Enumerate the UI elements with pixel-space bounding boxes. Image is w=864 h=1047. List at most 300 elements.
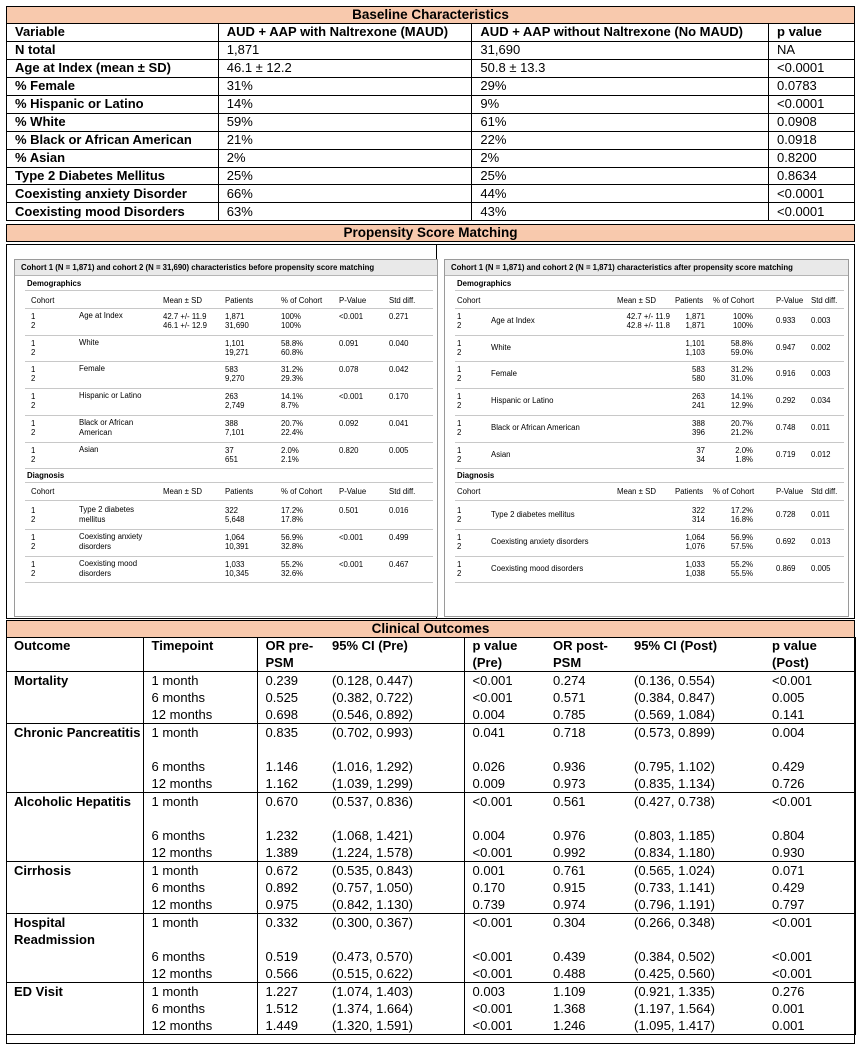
clinical-value-cell: (0.382, 0.722) xyxy=(324,689,464,706)
pvalue-cell: 0.091 xyxy=(339,338,359,348)
stddiff-cell: 0.041 xyxy=(389,418,409,428)
clinical-value-cell: 0.718 xyxy=(553,725,586,740)
patients-1: 1,871 xyxy=(225,312,245,321)
clinical-value-cell: 12 months xyxy=(143,1017,257,1035)
pct-1: 31.2% xyxy=(281,365,304,375)
pct-2: 32.8% xyxy=(281,541,304,551)
clinical-value-cell: (1.095, 1.417) xyxy=(626,1017,764,1035)
clinical-row xyxy=(6,724,855,759)
clinical-value-cell: (1.224, 1.578) xyxy=(324,844,464,862)
clinical-value-cell: 0.170 xyxy=(472,880,506,895)
patients-1: 1,033 xyxy=(225,559,245,569)
clinical-value-cell: 0.003 xyxy=(472,984,506,999)
clinical-value-cell: 0.041 xyxy=(472,725,506,740)
pct-1: 20.7% xyxy=(281,418,304,428)
outcome-name-cell xyxy=(6,844,143,862)
pvalue-cell: 0.820 xyxy=(339,445,359,455)
baseline-value-cell: 31,690 xyxy=(472,41,769,59)
baseline-value-cell: 9% xyxy=(472,95,769,113)
patients-1: 583 xyxy=(691,365,705,375)
patients-2: 241 xyxy=(691,401,705,411)
clinical-value-cell: 0.525 xyxy=(265,690,299,705)
col-header-cohort: Cohort xyxy=(31,296,55,305)
clinical-row xyxy=(6,706,855,724)
cohort-2-cell: 2 xyxy=(31,568,36,578)
stddiff-cell: 0.012 xyxy=(811,449,831,459)
panel-row-divider xyxy=(455,556,844,557)
clinical-value-cell: 1 month xyxy=(143,983,257,1001)
pvalue-cell: 0.947 xyxy=(776,342,796,352)
baseline-variable-cell: Variable xyxy=(7,24,219,42)
baseline-variable-cell: % Asian xyxy=(7,149,219,167)
clinical-value-cell: (0.835, 1.134) xyxy=(626,775,764,793)
stddiff-cell: 0.271 xyxy=(389,312,409,321)
pct-1: 100% xyxy=(281,312,301,321)
stddiff-cell: 0.034 xyxy=(811,396,831,406)
cohort-2-cell: 2 xyxy=(457,541,462,551)
panel-row-divider xyxy=(25,468,433,469)
clinical-value-cell: 0.797 xyxy=(764,896,855,914)
outcome-name-cell: Hospital Readmission xyxy=(6,914,143,966)
clinical-value-cell: 1.389 xyxy=(257,844,324,862)
baseline-value-cell: 0.8634 xyxy=(769,167,855,185)
pct-2: 100% xyxy=(281,321,301,330)
clinical-row xyxy=(6,914,855,949)
cohort-1-cell: 1 xyxy=(31,445,36,455)
clinical-value-cell: <0.001 xyxy=(472,915,513,930)
mean-sd-1: 42.7 +/- 11.9 xyxy=(163,312,207,321)
cohort-1-cell: 1 xyxy=(457,338,462,348)
clinical-value-cell: 0.304 xyxy=(553,915,586,930)
characteristic-name: Type 2 diabetes mellitus xyxy=(491,510,575,520)
clinical-row xyxy=(6,793,855,828)
clinical-value-cell: 12 months xyxy=(143,775,257,793)
demographics-label: Demographics xyxy=(457,279,512,288)
clinical-value-cell: 0.571 xyxy=(553,690,586,705)
patients-2: 31,690 xyxy=(225,321,249,330)
cohort-1-cell: 1 xyxy=(31,338,36,348)
cohort-1-cell: 1 xyxy=(31,559,36,569)
baseline-value-cell: 66% xyxy=(218,185,472,203)
stddiff-cell: 0.011 xyxy=(811,510,830,520)
clinical-value-cell: 0.936 xyxy=(553,759,586,774)
col-header-stddiff: Std diff. xyxy=(389,296,416,305)
pvalue-cell: 0.719 xyxy=(776,449,796,459)
clinical-value-cell: 6 months xyxy=(143,948,257,965)
cohort-2-cell: 2 xyxy=(457,515,462,525)
clinical-value-cell: (0.425, 0.560) xyxy=(626,965,764,983)
stddiff-cell: 0.170 xyxy=(389,392,409,402)
clinical-value-cell: 12 months xyxy=(143,896,257,914)
baseline-value-cell: 0.0918 xyxy=(769,131,855,149)
mean-sd-1: 42.7 +/- 11.9 xyxy=(626,312,670,321)
clinical-value-cell: (0.757, 1.050) xyxy=(324,879,464,896)
patients-1: 1,064 xyxy=(225,532,245,542)
patients-2: 1,871 xyxy=(685,321,705,330)
pvalue-cell: 0.728 xyxy=(776,510,796,520)
cohort-1-cell: 1 xyxy=(31,418,36,428)
panel-row-divider xyxy=(455,500,844,501)
baseline-value-cell: 25% xyxy=(218,167,472,185)
baseline-value-cell: 50.8 ± 13.3 xyxy=(472,59,769,77)
clinical-value-cell: 0.141 xyxy=(764,706,855,724)
clinical-row xyxy=(6,862,855,880)
patients-1: 37 xyxy=(696,445,705,455)
col-header-pvalue: P-Value xyxy=(339,296,367,305)
patients-2: 10,391 xyxy=(225,541,249,551)
outcome-name-cell: Alcoholic Hepatitis xyxy=(6,793,143,845)
baseline-value-cell: 1,871 xyxy=(218,41,472,59)
clinical-value-cell: <0.001 xyxy=(472,673,513,688)
cohort-1-cell: 1 xyxy=(457,445,462,455)
cohort-2-cell: 2 xyxy=(31,541,36,551)
cohort-1-cell: 1 xyxy=(457,506,462,516)
stddiff-cell: 0.467 xyxy=(389,559,409,569)
clinical-value-cell: (0.702, 0.993) xyxy=(324,724,464,759)
baseline-value-cell: 14% xyxy=(218,95,472,113)
panel-row-divider xyxy=(25,482,433,483)
baseline-value-cell: 25% xyxy=(472,167,769,185)
clinical-value-cell: 0.561 xyxy=(553,794,586,809)
clinical-value-cell: (0.842, 1.130) xyxy=(324,896,464,914)
baseline-row xyxy=(7,149,855,167)
diagnosis-label: Diagnosis xyxy=(27,471,65,481)
clinical-value-cell: 0.761 xyxy=(553,863,586,878)
baseline-value-cell: 29% xyxy=(472,77,769,95)
clinical-value-cell: (1.074, 1.403) xyxy=(324,983,464,1001)
clinical-col-header: OR pre-PSM xyxy=(257,637,324,672)
baseline-value-cell: 2% xyxy=(472,149,769,167)
clinical-value-cell: 0.566 xyxy=(257,965,324,983)
clinical-value-cell: <0.001 xyxy=(764,672,855,690)
clinical-value-cell: 0.804 xyxy=(764,827,855,844)
panel-row-divider xyxy=(455,415,844,416)
col-header-pvalue: P-Value xyxy=(776,296,804,305)
col-header-patients: Patients xyxy=(675,487,704,497)
clinical-section-title: Clinical Outcomes xyxy=(6,620,855,638)
pct-2: 31.0% xyxy=(730,374,753,384)
psm-after-panel xyxy=(444,259,849,617)
clinical-value-cell: (0.796, 1.191) xyxy=(626,896,764,914)
baseline-header-row xyxy=(7,24,855,42)
patients-2: 2,749 xyxy=(225,401,245,411)
pvalue-cell: 0.933 xyxy=(776,316,796,325)
baseline-variable-cell: Coexisting anxiety Disorder xyxy=(7,185,219,203)
clinical-value-cell: (0.384, 0.502) xyxy=(634,949,715,964)
clinical-row xyxy=(6,1000,855,1017)
clinical-value-cell: (0.515, 0.622) xyxy=(324,965,464,983)
patients-2: 651 xyxy=(225,454,239,464)
clinical-value-cell: (0.384, 0.847) xyxy=(634,690,715,705)
baseline-value-cell: 2% xyxy=(218,149,472,167)
clinical-value-cell: (0.573, 0.899) xyxy=(634,725,715,740)
pvalue-cell: 0.078 xyxy=(339,365,359,375)
col-header-pvalue: P-Value xyxy=(339,487,367,497)
pct-2: 29.3% xyxy=(281,374,304,384)
pvalue-cell: <0.001 xyxy=(339,559,364,569)
clinical-value-cell: 0.519 xyxy=(265,949,299,964)
pvalue-cell: 0.869 xyxy=(776,563,796,573)
pct-1: 17.2% xyxy=(730,506,753,516)
clinical-value-cell: (0.473, 0.570) xyxy=(324,948,464,965)
pct-1: 2.0% xyxy=(735,445,753,455)
clinical-value-cell: <0.001 xyxy=(764,793,855,828)
characteristic-name: Black or African American xyxy=(79,417,134,437)
clinical-value-cell: 1 month xyxy=(143,672,257,690)
clinical-value-cell: 1.162 xyxy=(257,775,324,793)
clinical-value-cell: 12 months xyxy=(143,965,257,983)
baseline-value-cell: <0.0001 xyxy=(769,59,855,77)
baseline-value-cell: 22% xyxy=(472,131,769,149)
clinical-value-cell: (0.136, 0.554) xyxy=(634,673,715,688)
panel-row-divider xyxy=(455,388,844,389)
clinical-value-cell: (0.569, 1.084) xyxy=(626,706,764,724)
outcome-name-cell xyxy=(6,965,143,983)
patients-2: 396 xyxy=(691,427,705,437)
clinical-value-cell: 1.146 xyxy=(265,759,299,774)
baseline-value-cell: 31% xyxy=(218,77,472,95)
baseline-row xyxy=(7,77,855,95)
cohort-1-cell: 1 xyxy=(31,312,36,321)
pct-1: 100% xyxy=(733,312,753,321)
clinical-row xyxy=(6,879,855,896)
clinical-value-cell: 0.004 xyxy=(764,724,855,759)
cohort-2-cell: 2 xyxy=(457,321,462,330)
pct-1: 55.2% xyxy=(730,559,753,569)
col-header-patients: Patients xyxy=(675,296,704,305)
clinical-row xyxy=(6,983,855,1001)
clinical-value-cell: <0.001 xyxy=(472,949,513,964)
baseline-value-cell: AUD + AAP with Naltrexone (MAUD) xyxy=(218,24,472,42)
pct-2: 21.2% xyxy=(730,427,753,437)
patients-1: 263 xyxy=(691,392,705,402)
baseline-value-cell: 59% xyxy=(218,113,472,131)
mean-sd-2: 46.1 +/- 12.9 xyxy=(163,321,207,330)
baseline-row xyxy=(7,167,855,185)
clinical-value-cell: 0.429 xyxy=(764,758,855,775)
pct-2: 59.0% xyxy=(730,347,753,357)
col-header-mean: Mean ± SD xyxy=(163,296,202,305)
clinical-table xyxy=(6,637,856,1035)
clinical-value-cell: 6 months xyxy=(143,827,257,844)
col-header-mean: Mean ± SD xyxy=(617,487,656,497)
col-header-stddiff: Std diff. xyxy=(389,487,416,497)
clinical-value-cell: 0.672 xyxy=(265,863,299,878)
baseline-section-title: Baseline Characteristics xyxy=(6,6,855,24)
patients-2: 580 xyxy=(691,374,705,384)
outcome-name-cell xyxy=(6,896,143,914)
clinical-value-cell: 1.109 xyxy=(553,984,586,999)
clinical-value-cell: 12 months xyxy=(143,844,257,862)
stddiff-cell: 0.499 xyxy=(389,532,409,542)
pvalue-cell: 0.748 xyxy=(776,422,796,432)
panel-row-divider xyxy=(455,442,844,443)
clinical-value-cell: 6 months xyxy=(143,879,257,896)
pvalue-cell: <0.001 xyxy=(339,532,364,542)
baseline-row xyxy=(7,185,855,203)
demographics-label: Demographics xyxy=(27,279,82,288)
clinical-value-cell: 0.785 xyxy=(545,706,626,724)
col-header-stddiff: Std diff. xyxy=(811,296,838,305)
baseline-value-cell: 0.8200 xyxy=(769,149,855,167)
cohort-2-cell: 2 xyxy=(457,454,462,464)
panel-row-divider xyxy=(25,361,433,362)
cohort-2-cell: 2 xyxy=(31,374,36,384)
patients-2: 314 xyxy=(691,515,705,525)
clinical-row xyxy=(6,689,855,706)
baseline-value-cell: p value xyxy=(769,24,855,42)
pct-2: 8.7% xyxy=(281,401,299,411)
clinical-value-cell: (0.535, 0.843) xyxy=(324,862,464,880)
patients-1: 322 xyxy=(225,506,239,516)
clinical-value-cell: 0.835 xyxy=(265,725,299,740)
col-header-patients: Patients xyxy=(225,487,254,497)
baseline-value-cell: 46.1 ± 12.2 xyxy=(218,59,472,77)
patients-1: 388 xyxy=(691,418,705,428)
outcome-name-cell xyxy=(6,689,143,706)
patients-2: 34 xyxy=(696,454,705,464)
cohort-1-cell: 1 xyxy=(31,506,36,516)
clinical-value-cell: 0.005 xyxy=(764,689,855,706)
clinical-value-cell: 0.930 xyxy=(764,844,855,862)
baseline-value-cell: AUD + AAP without Naltrexone (No MAUD) xyxy=(472,24,769,42)
col-header-stddiff: Std diff. xyxy=(811,487,838,497)
clinical-value-cell: 1 month xyxy=(143,914,257,949)
pct-1: 17.2% xyxy=(281,506,304,516)
pct-1: 20.7% xyxy=(730,418,753,428)
pvalue-cell: 0.092 xyxy=(339,418,359,428)
clinical-value-cell: <0.001 xyxy=(764,948,855,965)
baseline-row xyxy=(7,131,855,149)
clinical-value-cell: 0.973 xyxy=(545,775,626,793)
cohort-1-cell: 1 xyxy=(31,532,36,542)
col-header-pct: % of Cohort xyxy=(713,296,755,305)
panel-row-divider xyxy=(455,482,844,483)
clinical-value-cell: 6 months xyxy=(143,758,257,775)
patients-1: 1,033 xyxy=(685,559,705,569)
cohort-2-cell: 2 xyxy=(31,401,36,411)
clinical-row xyxy=(6,775,855,793)
cohort-1-cell: 1 xyxy=(457,559,462,569)
clinical-value-cell: (1.039, 1.299) xyxy=(324,775,464,793)
panel-row-divider xyxy=(25,500,433,501)
pct-2: 57.5% xyxy=(730,541,753,551)
patients-2: 1,103 xyxy=(685,347,705,357)
clinical-value-cell: 0.004 xyxy=(464,706,545,724)
clinical-value-cell: (0.537, 0.836) xyxy=(324,793,464,828)
pct-2: 60.8% xyxy=(281,347,304,357)
stddiff-cell: 0.003 xyxy=(811,316,831,325)
psm-after-title: Cohort 1 (N = 1,871) and cohort 2 (N = 1,871) characteristics after propensity score matching xyxy=(445,260,848,276)
clinical-value-cell: 0.001 xyxy=(764,1000,855,1017)
panel-row-divider xyxy=(455,290,844,291)
stddiff-cell: 0.040 xyxy=(389,338,409,348)
cohort-2-cell: 2 xyxy=(457,568,462,578)
panel-row-divider xyxy=(455,361,844,362)
psm-before-panel xyxy=(14,259,438,617)
cohort-1-cell: 1 xyxy=(457,312,462,321)
panel-row-divider xyxy=(25,388,433,389)
clinical-value-cell: (0.427, 0.738) xyxy=(634,794,715,809)
col-header-cohort: Cohort xyxy=(31,487,55,497)
baseline-variable-cell: % Female xyxy=(7,77,219,95)
clinical-value-cell: (0.300, 0.367) xyxy=(324,914,464,949)
clinical-value-cell: (0.921, 1.335) xyxy=(634,984,715,999)
outcome-name-cell xyxy=(6,1017,143,1035)
baseline-value-cell: <0.0001 xyxy=(769,203,855,221)
baseline-variable-cell: Coexisting mood Disorders xyxy=(7,203,219,221)
clinical-value-cell: (1.016, 1.292) xyxy=(324,758,464,775)
baseline-variable-cell: N total xyxy=(7,41,219,59)
panel-row-divider xyxy=(455,529,844,530)
baseline-value-cell: <0.0001 xyxy=(769,95,855,113)
col-header-mean: Mean ± SD xyxy=(163,487,202,497)
clinical-value-cell: 0.009 xyxy=(464,775,545,793)
pct-1: 55.2% xyxy=(281,559,304,569)
col-header-cohort: Cohort xyxy=(457,296,481,305)
pct-2: 17.8% xyxy=(281,515,304,525)
characteristic-name: Coexisting anxiety disorders xyxy=(79,531,143,551)
panel-row-divider xyxy=(25,290,433,291)
pct-2: 12.9% xyxy=(730,401,753,411)
clinical-col-header: p value (Pre) xyxy=(464,637,545,672)
clinical-value-cell: (1.320, 1.591) xyxy=(324,1017,464,1035)
characteristic-name: Hispanic or Latino xyxy=(491,396,554,406)
outcome-name-cell: Mortality xyxy=(6,672,143,690)
panel-row-divider xyxy=(455,308,844,309)
clinical-value-cell: (0.733, 1.141) xyxy=(634,880,715,895)
cohort-2-cell: 2 xyxy=(457,347,462,357)
characteristic-name: Black or African American xyxy=(491,422,580,432)
panel-row-divider xyxy=(25,308,433,309)
clinical-value-cell: 0.026 xyxy=(472,759,506,774)
baseline-value-cell: 0.0783 xyxy=(769,77,855,95)
stddiff-cell: 0.042 xyxy=(389,365,409,375)
cohort-2-cell: 2 xyxy=(31,515,36,525)
clinical-value-cell: (1.068, 1.421) xyxy=(324,827,464,844)
pct-1: 58.8% xyxy=(281,338,304,348)
clinical-value-cell: (0.834, 1.180) xyxy=(626,844,764,862)
stddiff-cell: 0.011 xyxy=(811,422,830,432)
cohort-2-cell: 2 xyxy=(457,427,462,437)
cohort-2-cell: 2 xyxy=(31,427,36,437)
characteristic-name: Asian xyxy=(491,449,511,459)
clinical-value-cell: 0.001 xyxy=(472,863,506,878)
col-header-pct: % of Cohort xyxy=(713,487,755,497)
clinical-value-cell: (0.266, 0.348) xyxy=(634,915,715,930)
characteristic-name: Age at Index xyxy=(491,316,535,325)
pct-1: 58.8% xyxy=(730,338,753,348)
col-header-cohort: Cohort xyxy=(457,487,481,497)
patients-2: 19,271 xyxy=(225,347,249,357)
clinical-value-cell: 0.429 xyxy=(764,879,855,896)
clinical-value-cell: 1.368 xyxy=(553,1001,586,1016)
clinical-value-cell: 0.001 xyxy=(764,1017,855,1035)
patients-1: 322 xyxy=(691,506,705,516)
cohort-1-cell: 1 xyxy=(457,365,462,375)
clinical-value-cell: 1 month xyxy=(143,724,257,759)
baseline-value-cell: 63% xyxy=(218,203,472,221)
panel-row-divider xyxy=(455,468,844,469)
clinical-value-cell: 1 month xyxy=(143,862,257,880)
panel-row-divider xyxy=(25,582,433,583)
pct-2: 100% xyxy=(733,321,753,330)
clinical-value-cell: 1.449 xyxy=(257,1017,324,1035)
characteristic-name: Type 2 diabetes mellitus xyxy=(79,505,135,525)
baseline-variable-cell: % Black or African American xyxy=(7,131,219,149)
characteristic-name: Female xyxy=(79,364,105,374)
characteristic-name: Coexisting anxiety disorders xyxy=(491,536,589,546)
